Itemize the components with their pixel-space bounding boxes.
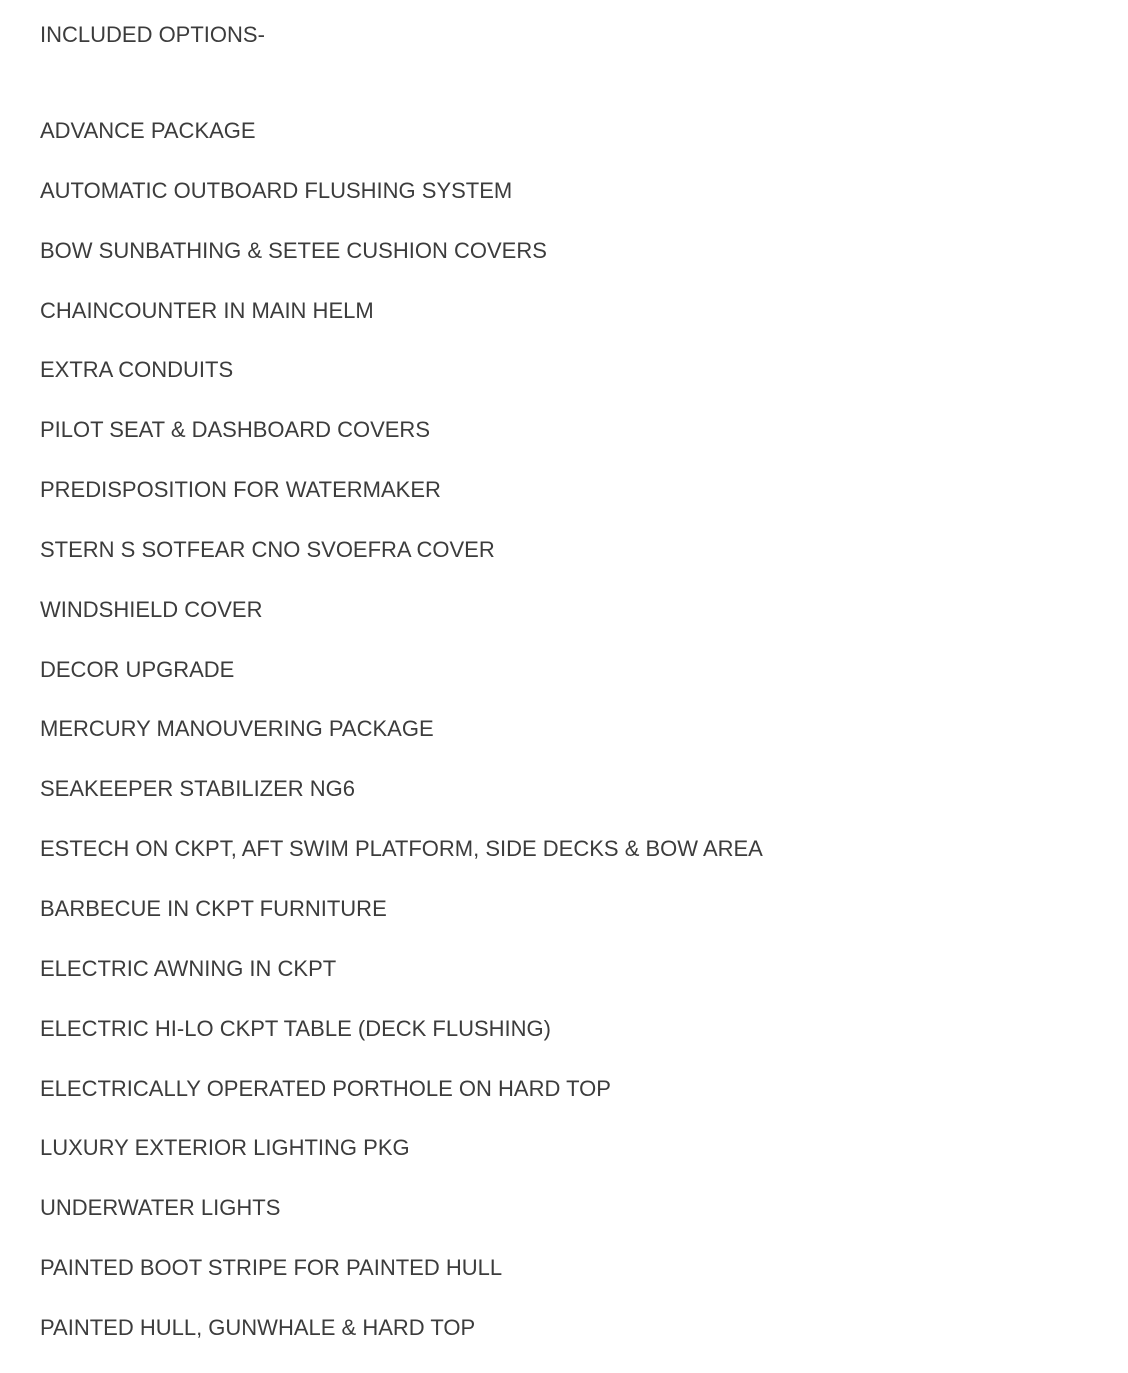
list-item: DECOR UPGRADE bbox=[40, 656, 235, 682]
list-item: PREDISPOSITION FOR WATERMAKER bbox=[40, 477, 441, 503]
list-item: ADVANCE PACKAGE bbox=[40, 118, 256, 143]
document-body bbox=[40, 20, 1100, 1373]
list-item: ELECTRICALLY OPERATED PORTHOLE ON HARD TOP bbox=[40, 1075, 611, 1101]
section-heading: INCLUDED OPTIONS- bbox=[40, 22, 265, 47]
list-item: WINDSHIELD COVER bbox=[40, 596, 263, 622]
list-item: LUXURY EXTERIOR LIGHTING PKG bbox=[40, 1135, 410, 1161]
list-item: SEAKEEPER STABILIZER NG6 bbox=[40, 776, 356, 802]
list-item: PAINTED HULL, GUNWHALE & HARD TOP bbox=[40, 1314, 476, 1340]
list-item: AUTOMATIC OUTBOARD FLUSHING SYSTEM bbox=[40, 177, 513, 203]
list-item: STERN S SOTFEAR CNO SVOEFRA COVER bbox=[40, 536, 495, 562]
list-item: PILOT SEAT & DASHBOARD COVERS bbox=[40, 417, 430, 443]
included-options-list bbox=[40, 116, 1100, 1343]
list-item: CHAINCOUNTER IN MAIN HELM bbox=[40, 297, 374, 323]
list-item: BOW SUNBATHING & SETEE CUSHION COVERS bbox=[40, 237, 547, 263]
list-item: BARBECUE IN CKPT FURNITURE bbox=[40, 895, 387, 921]
list-item: PAINTED BOOT STRIPE FOR PAINTED HULL bbox=[40, 1255, 503, 1281]
list-item: ELECTRIC HI-LO CKPT TABLE (DECK FLUSHING) bbox=[40, 1015, 551, 1041]
list-item: EXTRA CONDUITS bbox=[40, 357, 234, 383]
list-item: MERCURY MANOUVERING PACKAGE bbox=[40, 716, 434, 742]
list-item: ELECTRIC AWNING IN CKPT bbox=[40, 955, 337, 981]
list-item: UNDERWATER LIGHTS bbox=[40, 1195, 281, 1221]
list-item: ESTECH ON CKPT, AFT SWIM PLATFORM, SIDE DECKS & BOW AREA bbox=[40, 836, 763, 862]
